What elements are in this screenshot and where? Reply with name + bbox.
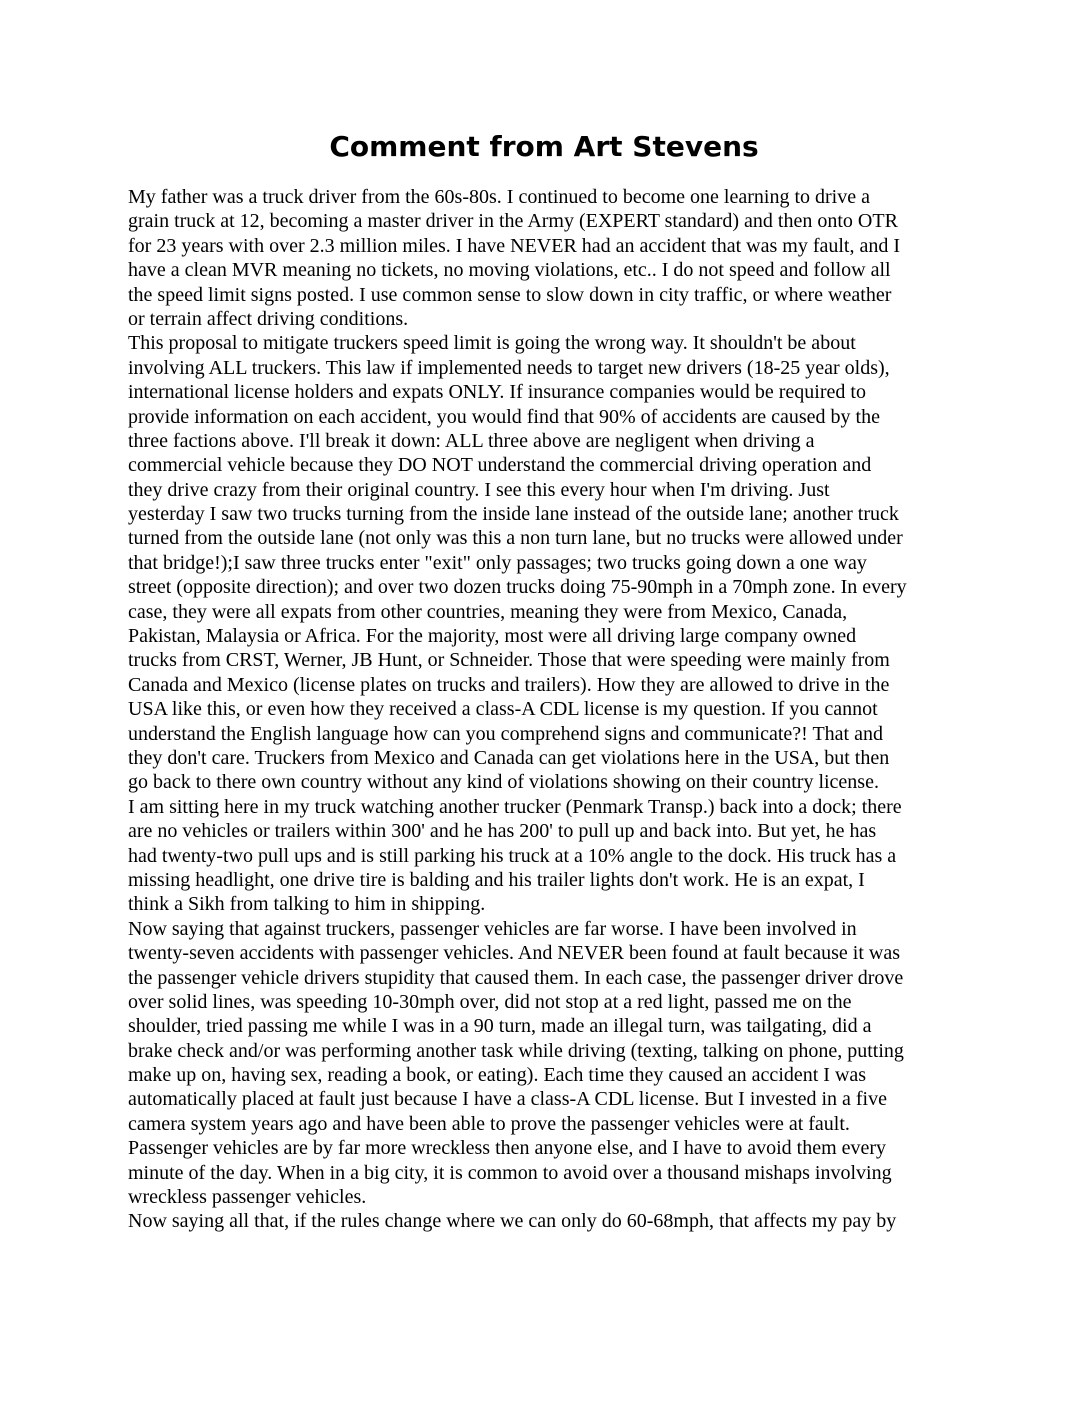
text-line: My father was a truck driver from the 60s-80s. I continued to become one learning to drive a [128, 186, 870, 208]
text-line: Now saying all that, if the rules change where we can only do 60-68mph, that affects my pay by [128, 1210, 897, 1233]
text-line: case, they were all expats from other countries, meaning they were from Mexico, Canada, [128, 600, 848, 623]
text-line: street (opposite direction); and over two dozen trucks doing 75-90mph in a 70mph zone. In every [128, 576, 907, 599]
text-line: think a Sikh from talking to him in shipping. [128, 893, 486, 916]
text-line: had twenty-two pull ups and is still parking his truck at a 10% angle to the dock. His truck has a [128, 844, 897, 867]
text-line: the passenger vehicle drivers stupidity that caused them. In each case, the passenger driver drove [128, 966, 904, 989]
text-line: three factions above. I'll break it down: ALL three above are negligent when driving a [128, 429, 815, 452]
text-line: make up on, having sex, reading a book, or eating). Each time they caused an accident I was [128, 1064, 867, 1087]
text-line: brake check and/or was performing another task while driving (texting, talking on phone, putting [128, 1039, 904, 1062]
text-line: camera system years ago and have been able to prove the passenger vehicles were at fault. [128, 1112, 850, 1135]
comment-body [128, 185, 960, 1234]
text-line: have a clean MVR meaning no tickets, no moving violations, etc.. I do not speed and follow all [128, 259, 891, 282]
text-line: international license holders and expats ONLY. If insurance companies would be required to [128, 381, 866, 404]
text-line: provide information on each accident, you would find that 90% of accidents are caused by the [128, 405, 880, 428]
text-line: that bridge!);I saw three trucks enter "exit" only passages; two trucks going down a one way [128, 551, 867, 574]
text-line: minute of the day. When in a big city, it is common to avoid over a thousand mishaps involving [128, 1161, 892, 1184]
text-line: go back to there own country without any kind of violations showing on their country license. [128, 771, 879, 794]
text-line: shoulder, tried passing me while I was in a 90 turn, made an illegal turn, was tailgating, did a [128, 1015, 872, 1038]
text-line: USA like this, or even how they received a class-A CDL license is my question. If you cannot [128, 698, 878, 721]
text-line: Canada and Mexico (license plates on trucks and trailers). How they are allowed to drive in the [128, 673, 890, 696]
text-line: wreckless passenger vehicles. [128, 1186, 367, 1209]
text-line: they don't care. Truckers from Mexico and Canada can get violations here in the USA, but then [128, 746, 890, 769]
text-line: are no vehicles or trailers within 300' and he has 200' to pull up and back into. But yet, he has [128, 820, 877, 843]
text-line: This proposal to mitigate truckers speed limit is going the wrong way. It shouldn't be about [128, 332, 856, 355]
text-line: trucks from CRST, Werner, JB Hunt, or Schneider. Those that were speeding were mainly from [128, 649, 890, 672]
text-line: yesterday I saw two trucks turning from the inside lane instead of the outside lane; another truck [128, 503, 899, 526]
text-line: Passenger vehicles are by far more wreckless then anyone else, and I have to avoid them every [128, 1137, 887, 1160]
text-line: I am sitting here in my truck watching another trucker (Penmark Transp.) back into a dock; there [128, 795, 902, 818]
text-line: understand the English language how can you comprehend signs and communicate?! That and [128, 722, 883, 745]
text-line: missing headlight, one drive tire is balding and his trailer lights don't work. He is an expat, I [128, 868, 865, 891]
text-line: the speed limit signs posted. I use common sense to slow down in city traffic, or where weather [128, 283, 892, 306]
text-line: automatically placed at fault just because I have a class-A CDL license. But I invested in a five [128, 1088, 887, 1111]
text-line: for 23 years with over 2.3 million miles. I have NEVER had an accident that was my fault, and I [128, 234, 901, 257]
text-line: involving ALL truckers. This law if implemented needs to target new drivers (18-25 year olds), [128, 356, 890, 379]
text-line: commercial vehicle because they DO NOT understand the commercial driving operation and [128, 454, 872, 477]
text-line: or terrain affect driving conditions. [128, 307, 409, 330]
text-line: grain truck at 12, becoming a master driver in the Army (EXPERT standard) and then onto OTR [128, 210, 898, 233]
text-line: Pakistan, Malaysia or Africa. For the majority, most were all driving large company owned [128, 625, 857, 648]
text-line: Now saying that against truckers, passenger vehicles are far worse. I have been involved in [128, 917, 857, 940]
text-line: they drive crazy from their original country. I see this every hour when I'm driving. Just [128, 478, 830, 501]
document-title: Comment from Art Stevens [329, 130, 759, 163]
text-line: turned from the outside lane (not only was this a non turn lane, but no trucks were allowed under [128, 527, 903, 550]
text-line: twenty-seven accidents with passenger vehicles. And NEVER been found at fault because it was [128, 942, 900, 965]
text-line: over solid lines, was speeding 10-30mph over, did not stop at a red light, passed me on the [128, 990, 852, 1013]
